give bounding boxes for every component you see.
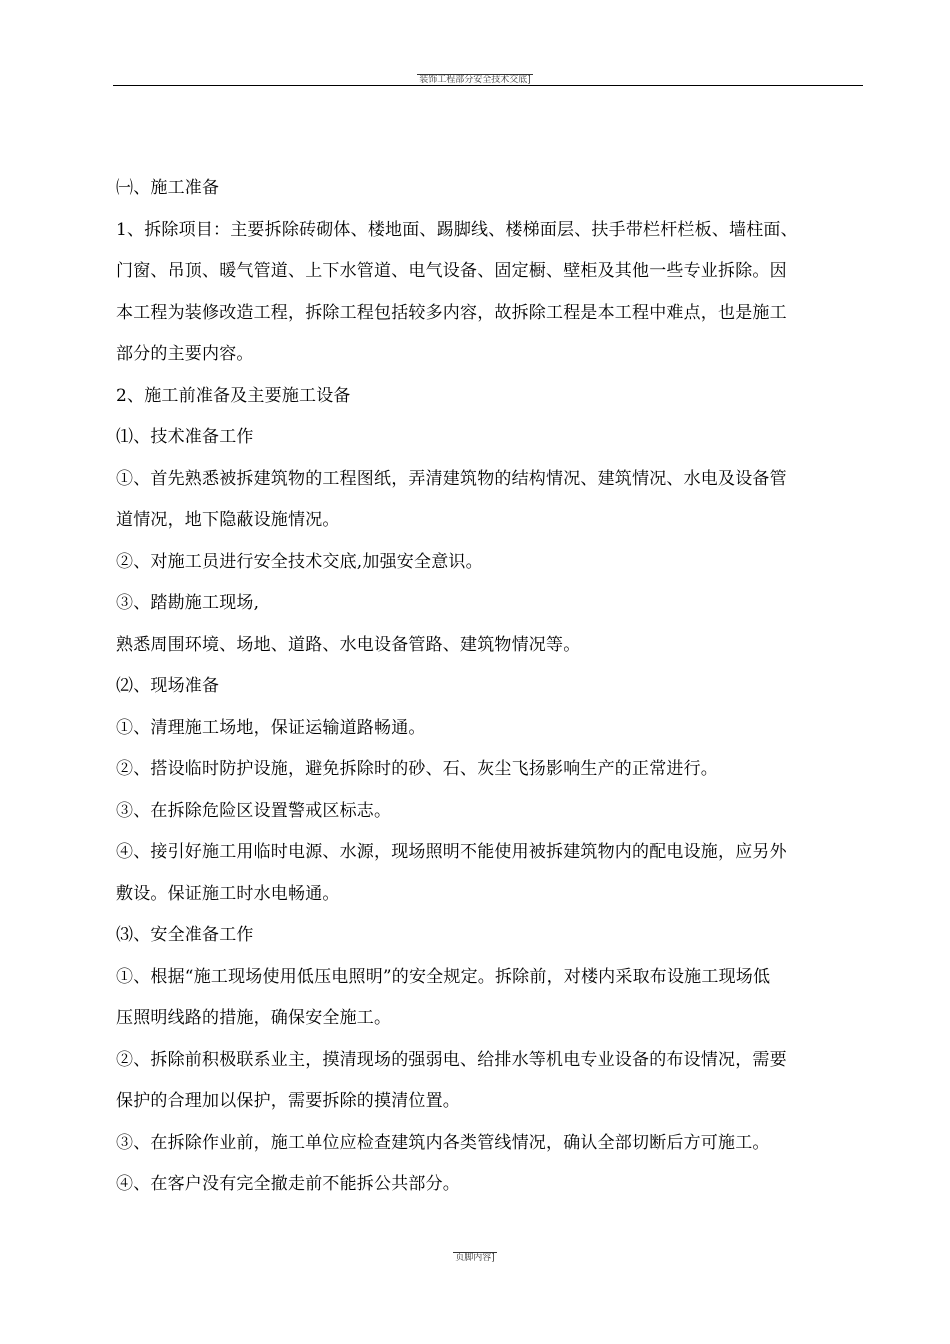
paragraph-line: 道情况，地下隐蔽设施情况。 <box>116 510 340 530</box>
paragraph-line: 熟悉周围环境、场地、道路、水电设备管路、建筑物情况等。 <box>116 634 581 655</box>
paragraph-line: ①、首先熟悉被拆建筑物的工程图纸，弄清建筑物的结构情况、建筑情况、水电及设备管 <box>116 468 787 489</box>
paragraph-line: ④、接引好施工用临时电源、水源，现场照明不能使用被拆建筑物内的配电设施，应另外 <box>116 842 787 862</box>
subsection-heading: ⑴、技术准备工作 <box>116 427 254 447</box>
footer-text: 页脚内容] <box>455 1253 495 1263</box>
paragraph-line: 敷设。保证施工时水电畅通。 <box>116 883 340 904</box>
paragraph-line: ③、在拆除作业前，施工单位应检查建筑内各类管线情况，确认全部切断后方可施工。 <box>116 1132 770 1153</box>
paragraph-line: 部分的主要内容。 <box>116 344 254 364</box>
paragraph-line: ④、在客户没有完全撤走前不能拆公共部分。 <box>116 1174 460 1194</box>
subsection-heading: ⑵、现场准备 <box>116 676 220 696</box>
paragraph-line: 压照明线路的措施，确保安全施工。 <box>116 1008 392 1028</box>
document-body <box>116 168 866 1206</box>
header-rule <box>113 85 863 86</box>
paragraph-line: ①、清理施工场地，保证运输道路畅通。 <box>116 717 426 738</box>
paragraph-line: 门窗、吊顶、暖气管道、上下水管道、电气设备、固定橱、壁柜及其他一些专业拆除。因 <box>116 261 787 281</box>
subsection-heading: ⑶、安全准备工作 <box>116 925 254 945</box>
paragraph-line: 本工程为装修改造工程，拆除工程包括较多内容，故拆除工程是本工程中难点，也是施工 <box>116 302 787 323</box>
paragraph-line: ③、踏勘施工现场, <box>116 593 260 613</box>
paragraph-line: ②、搭设临时防护设施，避免拆除时的砂、石、灰尘飞扬影响生产的正常进行。 <box>116 759 718 779</box>
paragraph-line: ①、根据“施工现场使用低压电照明”的安全规定。拆除前，对楼内采取布设施工现场低 <box>116 966 771 987</box>
paragraph-line: ②、对施工员进行安全技术交底,加强安全意识。 <box>116 551 483 572</box>
section-heading: ㈠、施工准备 <box>116 178 220 198</box>
page-footer <box>0 1252 950 1264</box>
paragraph-line: 1、拆除项目：主要拆除砖砌体、楼地面、踢脚线、楼梯面层、扶手带栏杆栏板、墙柱面、 <box>116 219 798 240</box>
header-text: 装饰工程部分安全技术交底] <box>419 75 531 85</box>
subsection-heading: 2、施工前准备及主要施工设备 <box>116 385 351 406</box>
paragraph-line: ②、拆除前积极联系业主，摸清现场的强弱电、给排水等机电专业设备的布设情况，需要 <box>116 1049 787 1070</box>
paragraph-line: ③、在拆除危险区设置警戒区标志。 <box>116 800 392 821</box>
paragraph-line: 保护的合理加以保护，需要拆除的摸清位置。 <box>116 1091 460 1111</box>
